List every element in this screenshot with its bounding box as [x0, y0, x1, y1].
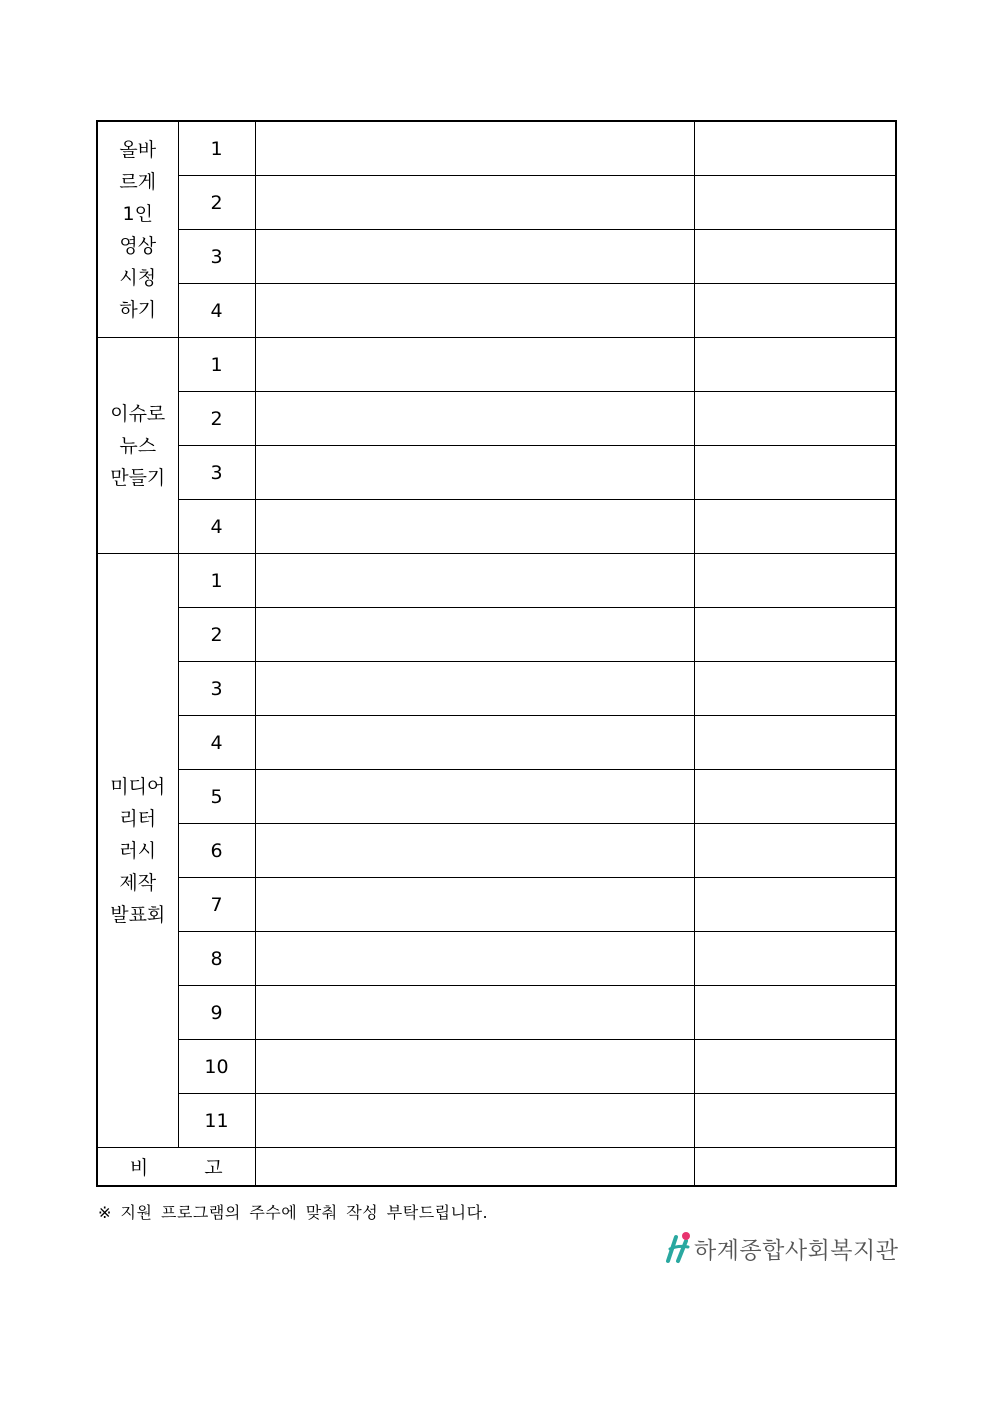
table-row	[97, 608, 896, 662]
remark-row	[97, 1148, 896, 1187]
table-row	[97, 986, 896, 1040]
session-number: 1	[178, 121, 255, 176]
table-row	[97, 770, 896, 824]
table-row	[97, 716, 896, 770]
content-cell[interactable]	[255, 121, 694, 176]
session-number: 6	[178, 824, 255, 878]
session-number: 2	[178, 608, 255, 662]
note-cell[interactable]	[694, 824, 896, 878]
logo-mark-icon	[664, 1231, 692, 1265]
session-number: 3	[178, 230, 255, 284]
session-number: 2	[178, 176, 255, 230]
session-number: 9	[178, 986, 255, 1040]
table-row	[97, 284, 896, 338]
content-cell[interactable]	[255, 824, 694, 878]
remark-extra-cell[interactable]	[694, 1148, 896, 1187]
program-table-body	[97, 121, 896, 1186]
remark-content-cell[interactable]	[255, 1148, 694, 1187]
content-cell[interactable]	[255, 392, 694, 446]
session-number: 7	[178, 878, 255, 932]
note-cell[interactable]	[694, 554, 896, 608]
note-cell[interactable]	[694, 500, 896, 554]
content-cell[interactable]	[255, 1040, 694, 1094]
session-number: 3	[178, 446, 255, 500]
session-number: 4	[178, 284, 255, 338]
session-number: 10	[178, 1040, 255, 1094]
content-cell[interactable]	[255, 230, 694, 284]
session-number: 3	[178, 662, 255, 716]
table-row	[97, 554, 896, 608]
content-cell[interactable]	[255, 986, 694, 1040]
note-cell[interactable]	[694, 608, 896, 662]
content-cell[interactable]	[255, 500, 694, 554]
note-cell[interactable]	[694, 176, 896, 230]
table-row	[97, 230, 896, 284]
content-cell[interactable]	[255, 1094, 694, 1148]
footnote: ※ 지원 프로그램의 주수에 맞춰 작성 부탁드립니다.	[98, 1203, 489, 1222]
session-number: 2	[178, 392, 255, 446]
note-cell[interactable]	[694, 878, 896, 932]
session-number: 1	[178, 554, 255, 608]
content-cell[interactable]	[255, 338, 694, 392]
note-cell[interactable]	[694, 338, 896, 392]
table-row	[97, 392, 896, 446]
note-cell[interactable]	[694, 1094, 896, 1148]
section-title: 올바 르게 1인 영상 시청 하기	[97, 121, 178, 338]
note-cell[interactable]	[694, 230, 896, 284]
table-row	[97, 500, 896, 554]
note-cell[interactable]	[694, 770, 896, 824]
content-cell[interactable]	[255, 878, 694, 932]
content-cell[interactable]	[255, 554, 694, 608]
note-cell[interactable]	[694, 121, 896, 176]
note-cell[interactable]	[694, 716, 896, 770]
content-cell[interactable]	[255, 608, 694, 662]
note-cell[interactable]	[694, 1040, 896, 1094]
note-cell[interactable]	[694, 392, 896, 446]
session-number: 4	[178, 716, 255, 770]
session-number: 8	[178, 932, 255, 986]
content-cell[interactable]	[255, 176, 694, 230]
content-cell[interactable]	[255, 716, 694, 770]
table-row	[97, 932, 896, 986]
remark-label: 비 고	[97, 1148, 255, 1187]
session-number: 4	[178, 500, 255, 554]
organization-name: 하계종합사회복지관	[694, 1237, 899, 1264]
note-cell[interactable]	[694, 986, 896, 1040]
organization-logo	[664, 1230, 898, 1266]
table-row	[97, 1094, 896, 1148]
section-title: 이슈로 뉴스 만들기	[97, 338, 178, 554]
session-number: 1	[178, 338, 255, 392]
note-cell[interactable]	[694, 284, 896, 338]
table-row	[97, 1040, 896, 1094]
content-cell[interactable]	[255, 932, 694, 986]
table-row	[97, 338, 896, 392]
content-cell[interactable]	[255, 446, 694, 500]
session-number: 5	[178, 770, 255, 824]
section-title: 미디어 리터 러시 제작 발표회	[97, 554, 178, 1148]
note-cell[interactable]	[694, 446, 896, 500]
table-row	[97, 176, 896, 230]
table-row	[97, 878, 896, 932]
content-cell[interactable]	[255, 662, 694, 716]
table-row	[97, 662, 896, 716]
program-table	[96, 120, 897, 1187]
session-number: 11	[178, 1094, 255, 1148]
note-cell[interactable]	[694, 932, 896, 986]
note-cell[interactable]	[694, 662, 896, 716]
content-cell[interactable]	[255, 770, 694, 824]
table-row	[97, 121, 896, 176]
table-row	[97, 446, 896, 500]
table-row	[97, 824, 896, 878]
content-cell[interactable]	[255, 284, 694, 338]
